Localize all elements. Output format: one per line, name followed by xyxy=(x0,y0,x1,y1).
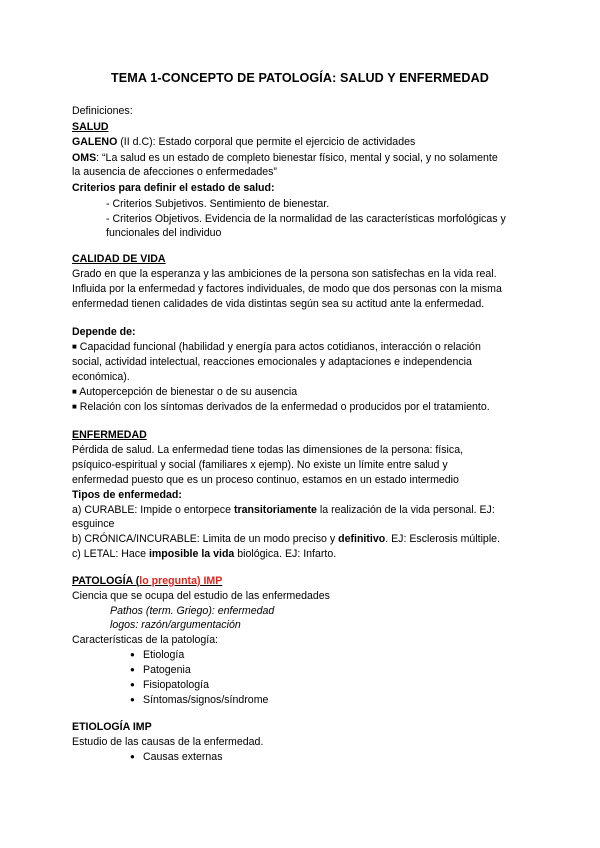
pathos-line: Pathos (term. Griego): enfermedad xyxy=(110,605,275,617)
tipo-curable: a) CURABLE: Impide o entorpece transitoriamente la realización de la vida personal. EJ: xyxy=(72,504,495,516)
depende-item-1: ■ Capacidad funcional (habilidad y energía para actos cotidianos, interacción o relación xyxy=(72,341,481,353)
enfermedad-p2: psíquico-espiritual y social (familiares x ejemp). No existe un límite entre salud y xyxy=(72,459,448,471)
calidad-p3: enfermedad tienen calidades de vida distintas según sea su actitud ante la enfermedad. xyxy=(72,298,485,310)
square-bullet-icon: ■ xyxy=(72,387,77,396)
depende-item-1-cont2: económica). xyxy=(72,371,130,383)
patologia-heading: PATOLOGÍA (lo pregunta) IMP xyxy=(72,575,223,587)
bullet-icon: ● xyxy=(130,680,135,689)
depende-item-1-cont: social, actividad intelectual, reacciones emocionales y adaptaciones e independencia xyxy=(72,356,472,368)
calidad-p1: Grado en que la esperanza y las ambiciones de la persona son satisfechas en la vida real. xyxy=(72,268,497,280)
list-item: ● Síntomas/signos/síndrome xyxy=(130,694,269,706)
etiologia-p1: Estudio de las causas de la enfermedad. xyxy=(72,736,264,748)
oms-line-2: la ausencia de afecciones o enfermedades” xyxy=(72,166,277,178)
etiologia-heading: ETIOLOGÍA IMP xyxy=(72,721,152,733)
depende-heading: Depende de: xyxy=(72,326,136,338)
galeno-label: GALENO xyxy=(72,136,118,148)
enfermedad-p1: Pérdida de salud. La enfermedad tiene todas las dimensiones de la persona: física, xyxy=(72,444,464,456)
depende-item-2: ■ Autopercepción de bienestar o de su ausencia xyxy=(72,386,298,398)
enfermedad-p3: enfermedad puesto que es un proceso continuo, estamos en un estado intermedio xyxy=(72,474,459,486)
patologia-p1: Ciencia que se ocupa del estudio de las enfermedades xyxy=(72,590,330,602)
tipo-cronica: b) CRÓNICA/INCURABLE: Limita de un modo preciso y definitivo. EJ: Esclerosis múltiple. xyxy=(72,533,501,545)
definiciones-label: Definiciones: xyxy=(72,105,133,117)
bullet-icon: ● xyxy=(130,650,135,659)
bullet-icon: ● xyxy=(130,665,135,674)
bullet-icon: ● xyxy=(130,695,135,704)
galeno-line xyxy=(72,134,415,150)
list-item: ● Etiología xyxy=(130,649,185,661)
criterio-objetivo-cont: funcionales del individuo xyxy=(106,227,222,239)
oms-text: : “La salud es un estado de completo bienestar físico, mental y social, y no solamente xyxy=(96,152,498,164)
list-item: ● Fisiopatología xyxy=(130,679,209,691)
oms-label: OMS xyxy=(72,152,97,164)
salud-heading: SALUD xyxy=(72,121,109,133)
criterio-subjetivo: - Criterios Subjetivos. Sentimiento de bienestar. xyxy=(106,198,330,210)
logos-line: logos: razón/argumentación xyxy=(110,619,241,631)
tipo-letal: c) LETAL: Hace imposible la vida biológica. EJ: Infarto. xyxy=(72,548,337,560)
tipos-heading: Tipos de enfermedad: xyxy=(72,489,182,501)
bullet-icon: ● xyxy=(130,752,135,761)
criterios-heading: Criterios para definir el estado de salud: xyxy=(72,182,275,194)
list-item: ● Causas externas xyxy=(130,751,223,763)
enfermedad-heading: ENFERMEDAD xyxy=(72,429,147,441)
galeno-text: (II d.C): Estado corporal que permite el ejercicio de actividades xyxy=(117,136,416,148)
caracteristicas-label: Características de la patología: xyxy=(72,634,219,646)
list-item: ● Patogenia xyxy=(130,664,191,676)
depende-item-3: ■ Relación con los síntomas derivados de la enfermedad o producidos por el tratamiento. xyxy=(72,401,490,413)
page-title: TEMA 1-CONCEPTO DE PATOLOGÍA: SALUD Y ENFERMEDAD xyxy=(111,71,489,85)
criterio-objetivo: - Criterios Objetivos. Evidencia de la normalidad de las características morfológicas y xyxy=(106,213,506,225)
calidad-heading: CALIDAD DE VIDA xyxy=(72,253,166,265)
calidad-p2: Influida por la enfermedad y factores individuales, de modo que dos personas con la misma xyxy=(72,283,502,295)
tipo-curable-cont: esguince xyxy=(72,518,115,530)
square-bullet-icon: ■ xyxy=(72,402,77,411)
square-bullet-icon: ■ xyxy=(72,342,77,351)
